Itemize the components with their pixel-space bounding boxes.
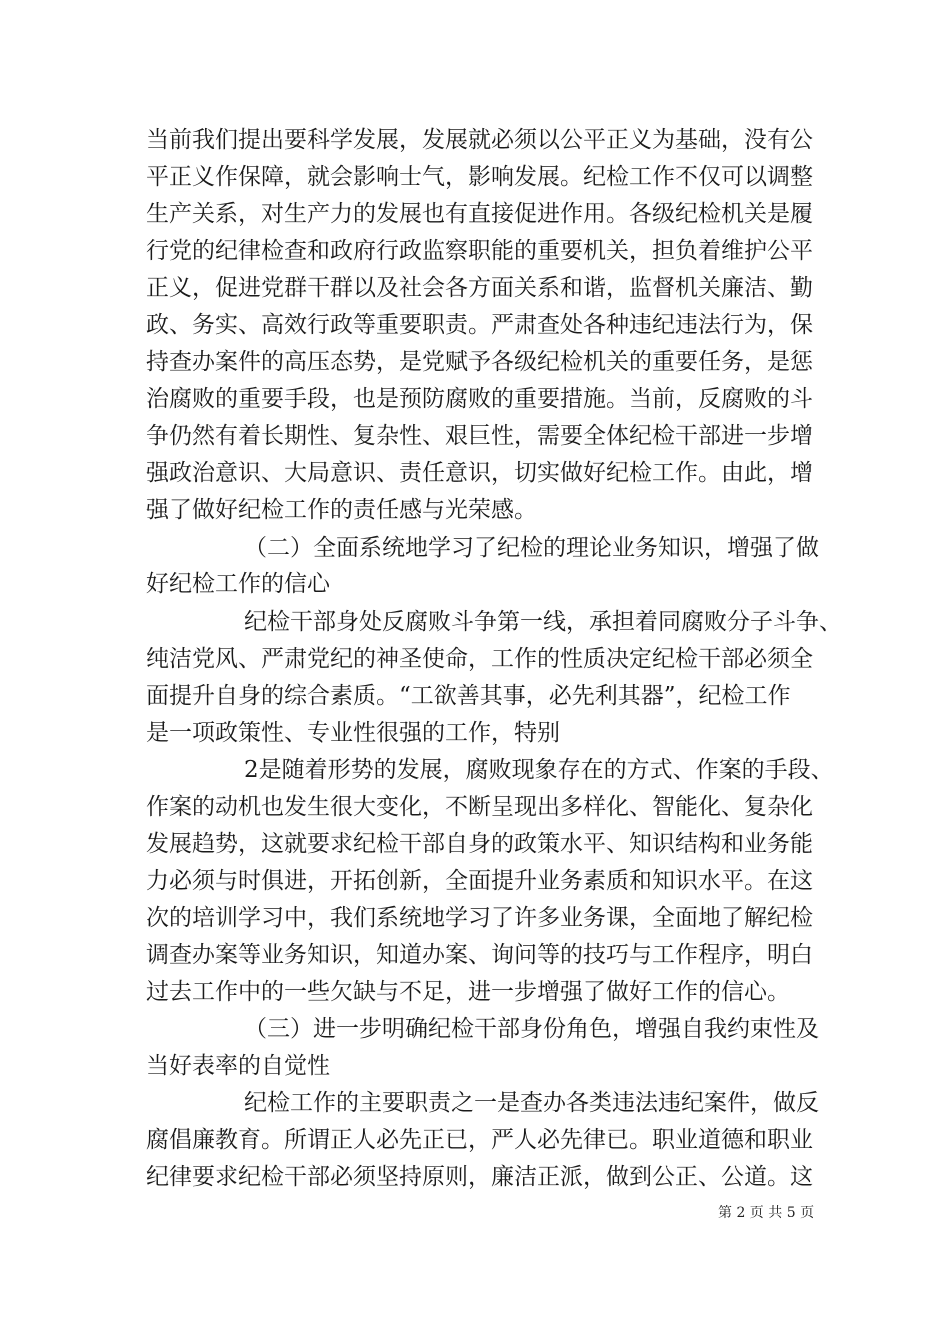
body-line: 平正义作保障，就会影响士气，影响发展。纪检工作不仅可以调整 <box>146 164 813 190</box>
section-heading-line: （二）全面系统地学习了纪检的理论业务知识，增强了做 <box>244 535 819 561</box>
body-line: 纪检工作的主要职责之一是查办各类违法违纪案件，做反 <box>244 1090 819 1116</box>
body-line: 治腐败的重要手段，也是预防腐败的重要措施。当前，反腐败的斗 <box>146 386 813 412</box>
body-line: 作案的动机也发生很大变化，不断呈现出多样化、智能化、复杂化 <box>146 794 813 820</box>
body-line: 是一项政策性、专业性很强的工作，特别 <box>146 720 560 746</box>
body-line: 强政治意识、大局意识、责任意识，切实做好纪检工作。由此，增 <box>146 460 813 486</box>
body-line: 争仍然有着长期性、复杂性、艰巨性，需要全体纪检干部进一步增 <box>146 423 813 449</box>
body-line: 生产关系，对生产力的发展也有直接促进作用。各级纪检机关是履 <box>146 201 813 227</box>
section-heading-line: （三）进一步明确纪检干部身份角色，增强自我约束性及 <box>244 1016 819 1042</box>
body-line: 政、务实、高效行政等重要职责。严肃查处各种违纪违法行为，保 <box>146 312 813 338</box>
body-line: 2是随着形势的发展，腐败现象存在的方式、作案的手段、 <box>244 757 834 783</box>
section-heading-line: 好纪检工作的信心 <box>146 571 330 597</box>
page-number-footer: 第 2 页 共 5 页 <box>718 1205 815 1221</box>
body-line: 行党的纪律检查和政府行政监察职能的重要机关，担负着维护公平 <box>146 238 813 264</box>
body-line: 过去工作中的一些欠缺与不足，进一步增强了做好工作的信心。 <box>146 979 790 1005</box>
body-line: 力必须与时俱进，开拓创新，全面提升业务素质和知识水平。在这 <box>146 868 813 894</box>
body-line: 强了做好纪检工作的责任感与光荣感。 <box>146 497 537 523</box>
section-heading-line: 当好表率的自觉性 <box>146 1053 330 1079</box>
body-line: 调查办案等业务知识，知道办案、询问等的技巧与工作程序，明白 <box>146 942 813 968</box>
body-line: 正义，促进党群干群以及社会各方面关系和谐，监督机关廉洁、勤 <box>146 275 813 301</box>
body-line: 当前我们提出要科学发展，发展就必须以公平正义为基础，没有公 <box>146 127 813 153</box>
body-line: 腐倡廉教育。所谓正人必先正已，严人必先律已。职业道德和职业 <box>146 1127 813 1153</box>
body-line: 纪律要求纪检干部必须坚持原则，廉洁正派，做到公正、公道。这 <box>146 1164 813 1190</box>
body-line: 次的培训学习中，我们系统地学习了许多业务课，全面地了解纪检 <box>146 905 813 931</box>
body-line: 纯洁党风、严肃党纪的神圣使命，工作的性质决定纪检干部必须全 <box>146 646 813 672</box>
body-line: 持查办案件的高压态势，是党赋予各级纪检机关的重要任务，是惩 <box>146 349 813 375</box>
body-line: 面提升自身的综合素质。“工欲善其事，必先利其器”，纪检工作 <box>146 683 791 709</box>
body-line: 发展趋势，这就要求纪检干部自身的政策水平、知识结构和业务能 <box>146 831 813 857</box>
body-line: 纪检干部身处反腐败斗争第一线，承担着同腐败分子斗争、 <box>244 609 842 635</box>
